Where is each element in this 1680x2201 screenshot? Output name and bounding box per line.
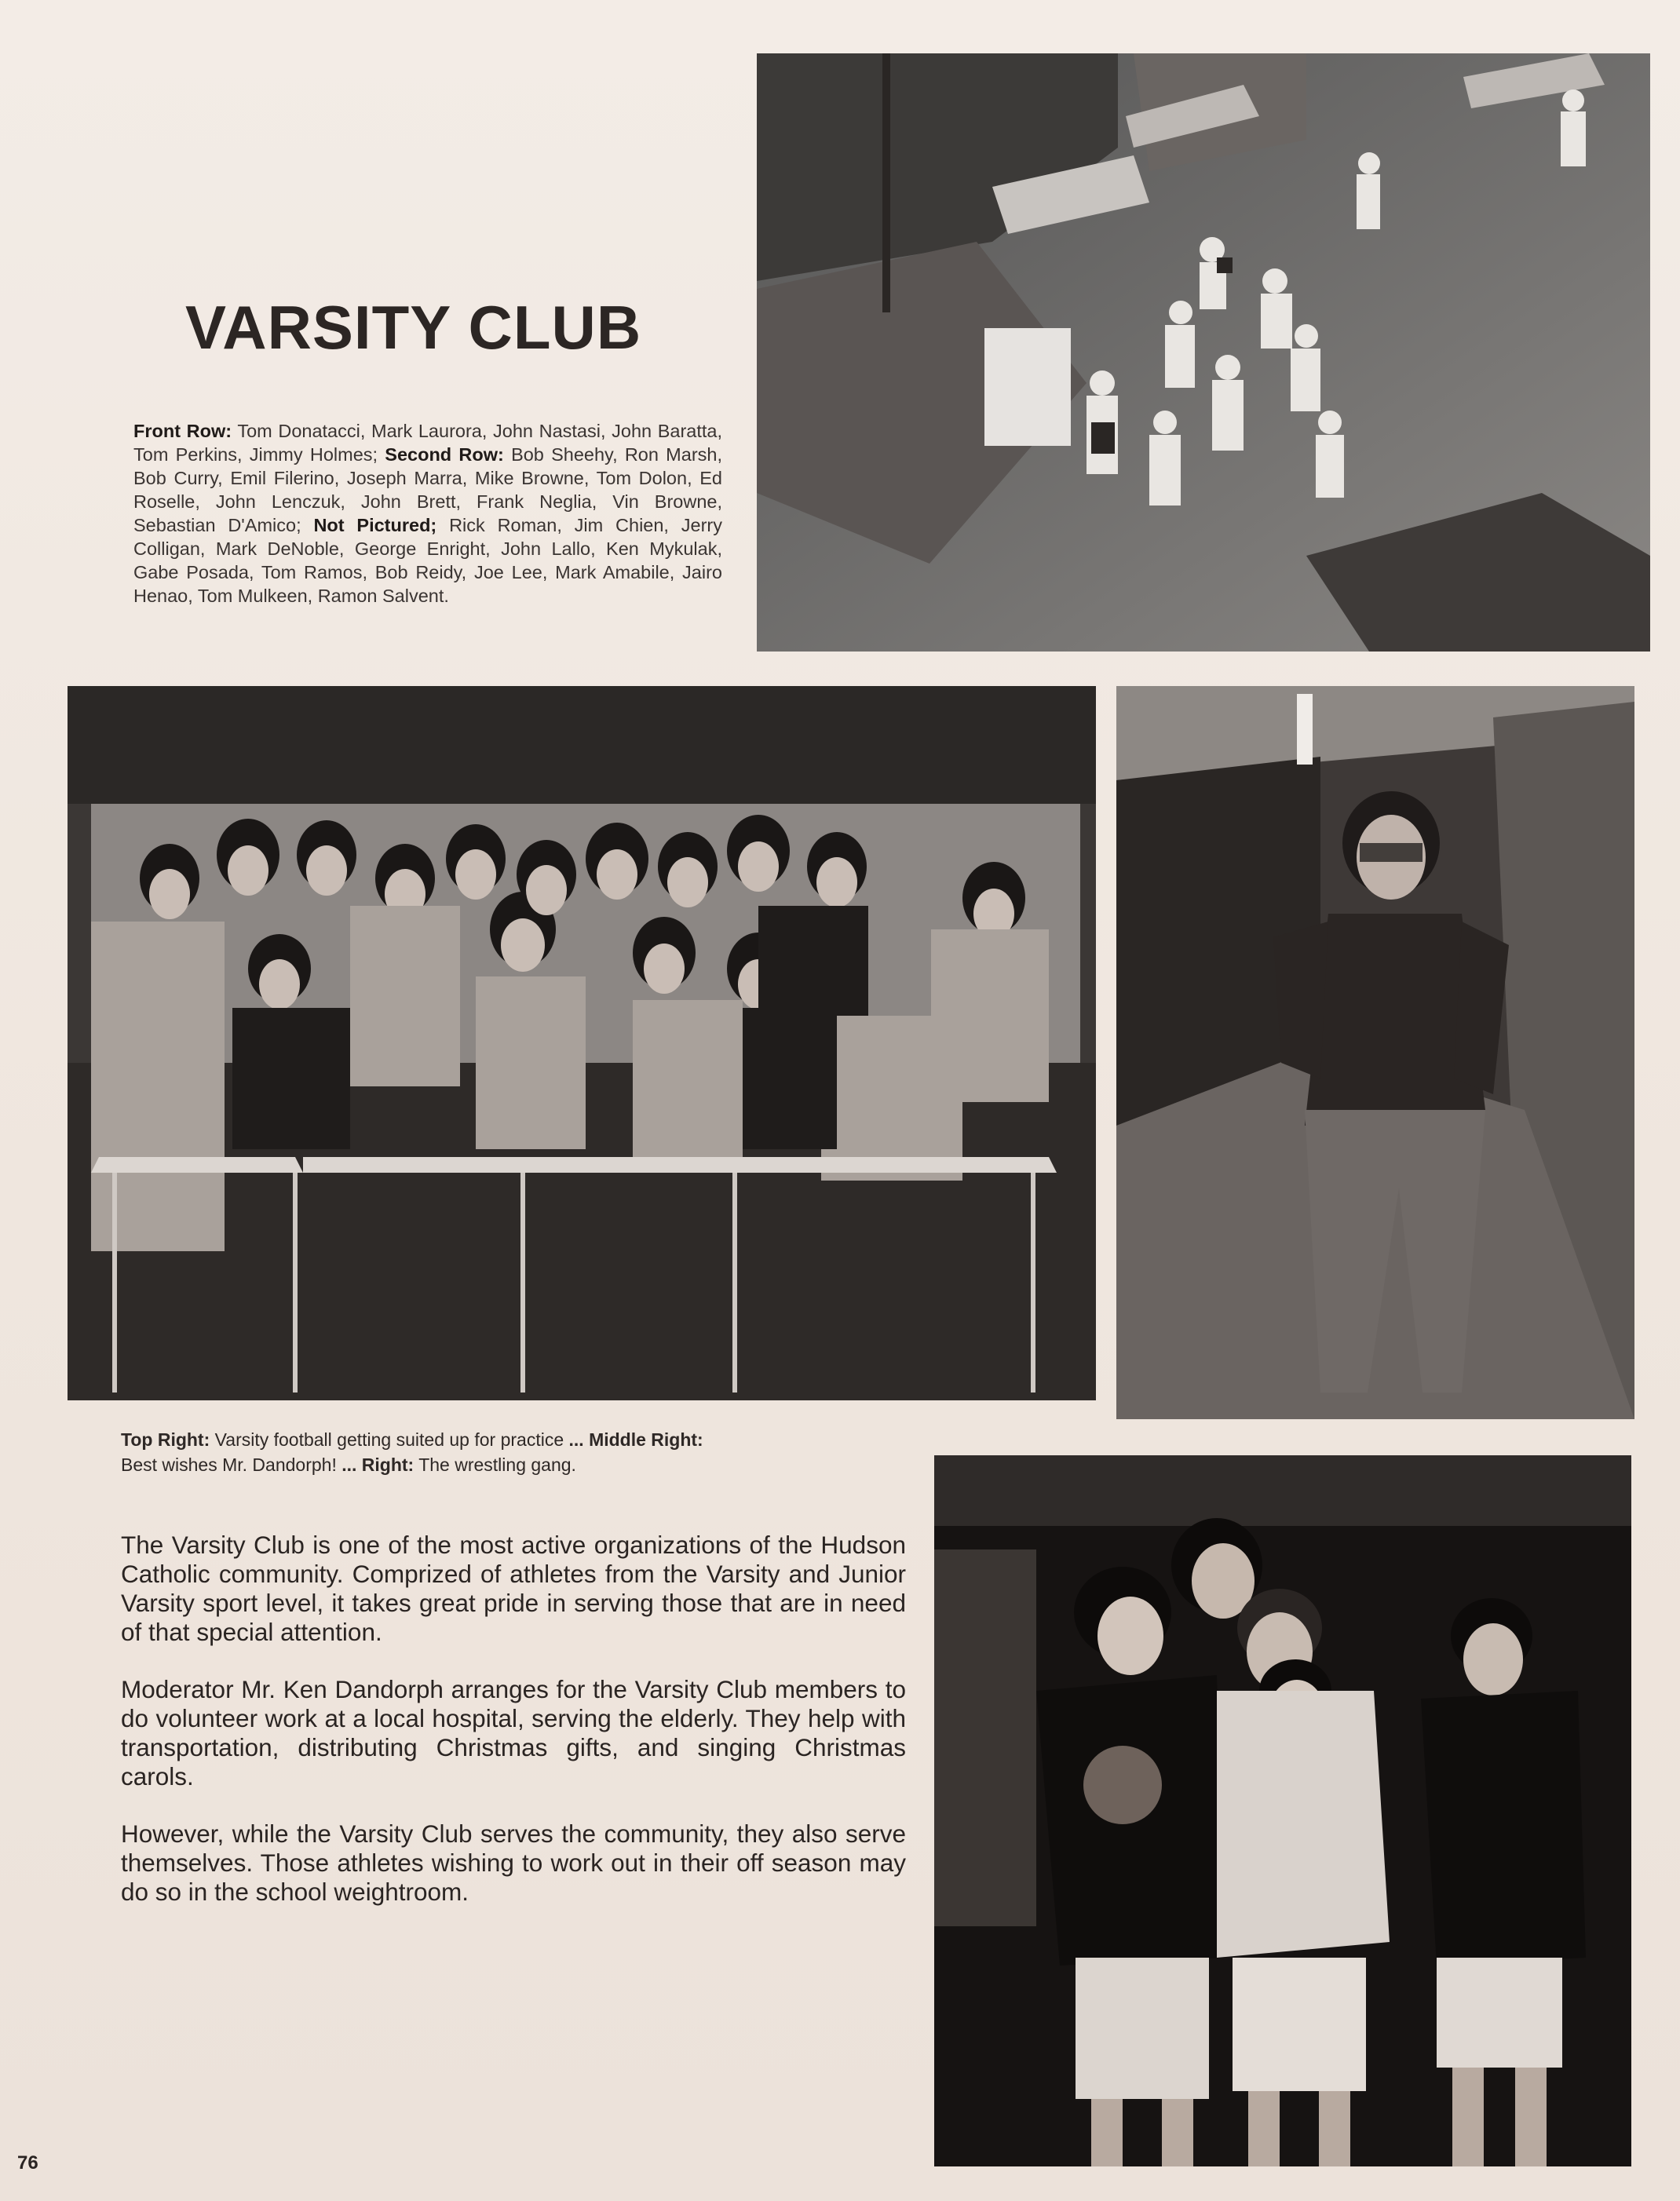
article-paragraph-2: Moderator Mr. Ken Dandorph arranges for the Varsity Club members to do volunteer work at a local hospital, serving the elderly. They help with transportation, distributing Christmas gifts, and singing Christmas carols. xyxy=(121,1675,906,1790)
member-names xyxy=(133,419,722,608)
photo-moderator-hallway xyxy=(1116,686,1634,1419)
photo-captions xyxy=(121,1427,909,1477)
page-title: VARSITY CLUB xyxy=(185,293,642,362)
caption-separator-2: ... xyxy=(341,1455,357,1475)
photo-group-classroom-image xyxy=(68,686,1096,1400)
second-row-label: Second Row: xyxy=(385,444,504,465)
photo-wrestling-gang-image xyxy=(934,1455,1631,2166)
caption-separator: ... xyxy=(568,1429,584,1450)
article-paragraph-3: However, while the Varsity Club serves the community, they also serve themselves. Those athletes wishing to work out in their off season may do so in the school weightroom. xyxy=(121,1820,906,1906)
not-pictured-label: Not Pictured; xyxy=(313,515,437,535)
front-row-label: Front Row: xyxy=(133,421,232,441)
caption-top-right-label: Top Right: xyxy=(121,1429,210,1450)
photo-football-practice xyxy=(757,53,1650,652)
page-number: 76 xyxy=(17,2152,38,2174)
photo-football-practice-image xyxy=(757,53,1650,652)
caption-top-right: Varsity football getting suited up for practice xyxy=(214,1429,564,1450)
article-body xyxy=(121,1531,906,1935)
caption-middle-right: Best wishes Mr. Dandorph! xyxy=(121,1455,337,1475)
photo-wrestling-gang xyxy=(934,1455,1631,2166)
not-pictured-names: Rick Roman, Jim Chien, Jerry Colligan, Mark DeNoble, George Enright, John Lallo, Ken Mykulak, Gabe Posada, Tom Ramos, Bob Reidy, Joe Lee, Mark Amabile, Jairo Henao, Tom Mulkeen, Ramon Salvent. xyxy=(133,515,722,606)
front-row-names: Tom Donatacci, Mark Laurora, John Nastasi, John Baratta, Tom Perkins, Jimmy Holmes; xyxy=(133,421,723,465)
second-row-names: Bob Sheehy, Ron Marsh, Bob Curry, Emil Filerino, Joseph Marra, Mike Browne, Tom Dolon, Ed Roselle, John Lenczuk, John Brett, Frank Neglia, Vin Browne, Sebastian D'Amico; xyxy=(133,444,722,535)
photo-moderator-hallway-image xyxy=(1116,686,1634,1419)
article-paragraph-1: The Varsity Club is one of the most active organizations of the Hudson Catholic community. Comprized of athletes from the Varsity and Junior Varsity sport level, it takes great pride in serving those that are in need of that special attention. xyxy=(121,1531,906,1646)
caption-middle-right-label: Middle Right: xyxy=(589,1429,703,1450)
photo-group-classroom xyxy=(68,686,1096,1400)
caption-right-label: Right: xyxy=(361,1455,415,1475)
caption-right: The wrestling gang. xyxy=(418,1455,576,1475)
